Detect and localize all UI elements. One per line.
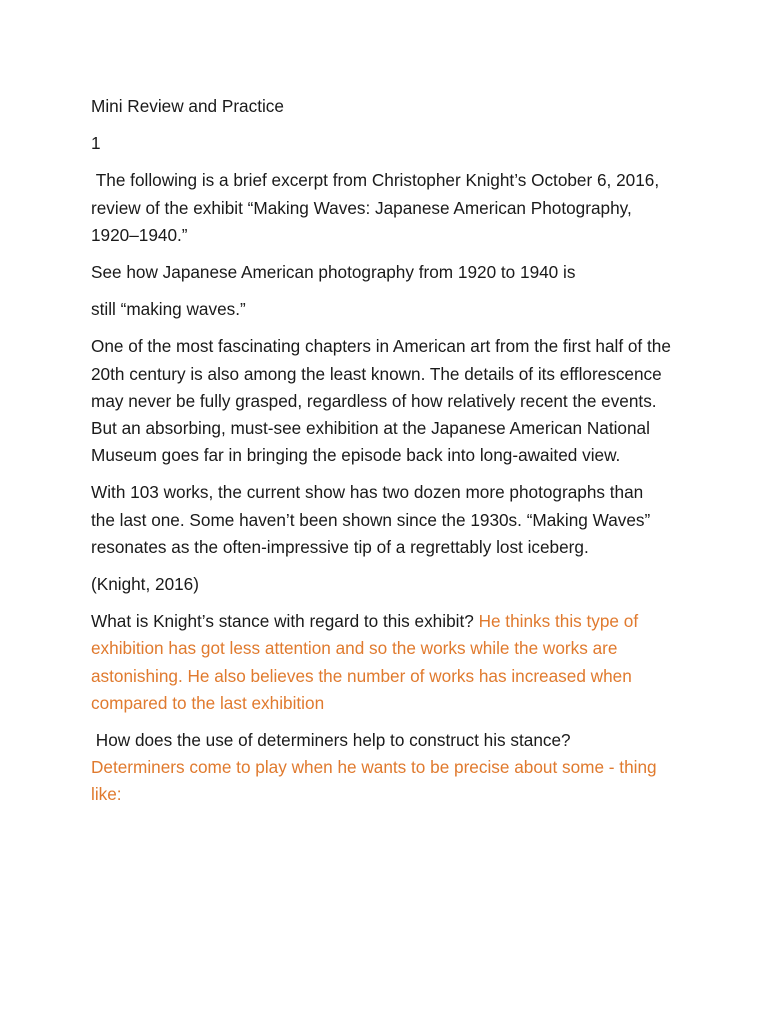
answer-1: He thinks this type of exhibition has got less attention and so the works while the works are astonishing. He also believes the number of works has increased when compared to the last exhibition — [91, 611, 639, 713]
headline-line-1: See how Japanese American photography from 1920 to 1940 is — [91, 262, 576, 283]
citation: (Knight, 2016) — [91, 574, 199, 595]
question-1: What is Knight’s stance with regard to this exhibit? — [91, 611, 479, 632]
doc-title: Mini Review and Practice — [91, 96, 284, 116]
document-page — [91, 93, 671, 819]
question-2: How does the use of determiners help to construct his stance? — [91, 730, 571, 751]
intro-paragraph: The following is a brief excerpt from Christopher Knight’s October 6, 2016, review of the exhibit “Making Waves: Japanese American Photography, 1920–1940.” — [91, 170, 664, 245]
answer-2: Determiners come to play when he wants to be precise about some - thing like: — [91, 757, 657, 805]
headline-line-2: still “making waves.” — [91, 299, 246, 320]
section-number: 1 — [91, 133, 101, 154]
question-1-block — [91, 608, 671, 717]
excerpt-paragraph-2: With 103 works, the current show has two dozen more photographs than the last one. Some haven’t been shown since the 1930s. “Making Waves” resonates as the often-impressive tip of a regrettably lost iceberg. — [91, 482, 651, 557]
excerpt-paragraph-1: One of the most fascinating chapters in American art from the first half of the 20th century is also among the least known. The details of its efflorescence may never be fully grasped, regardless of how relatively recent the events. But an absorbing, must-see exhibition at the Japanese American National Museum goes far in bringing the episode back into long-awaited view. — [91, 336, 671, 466]
